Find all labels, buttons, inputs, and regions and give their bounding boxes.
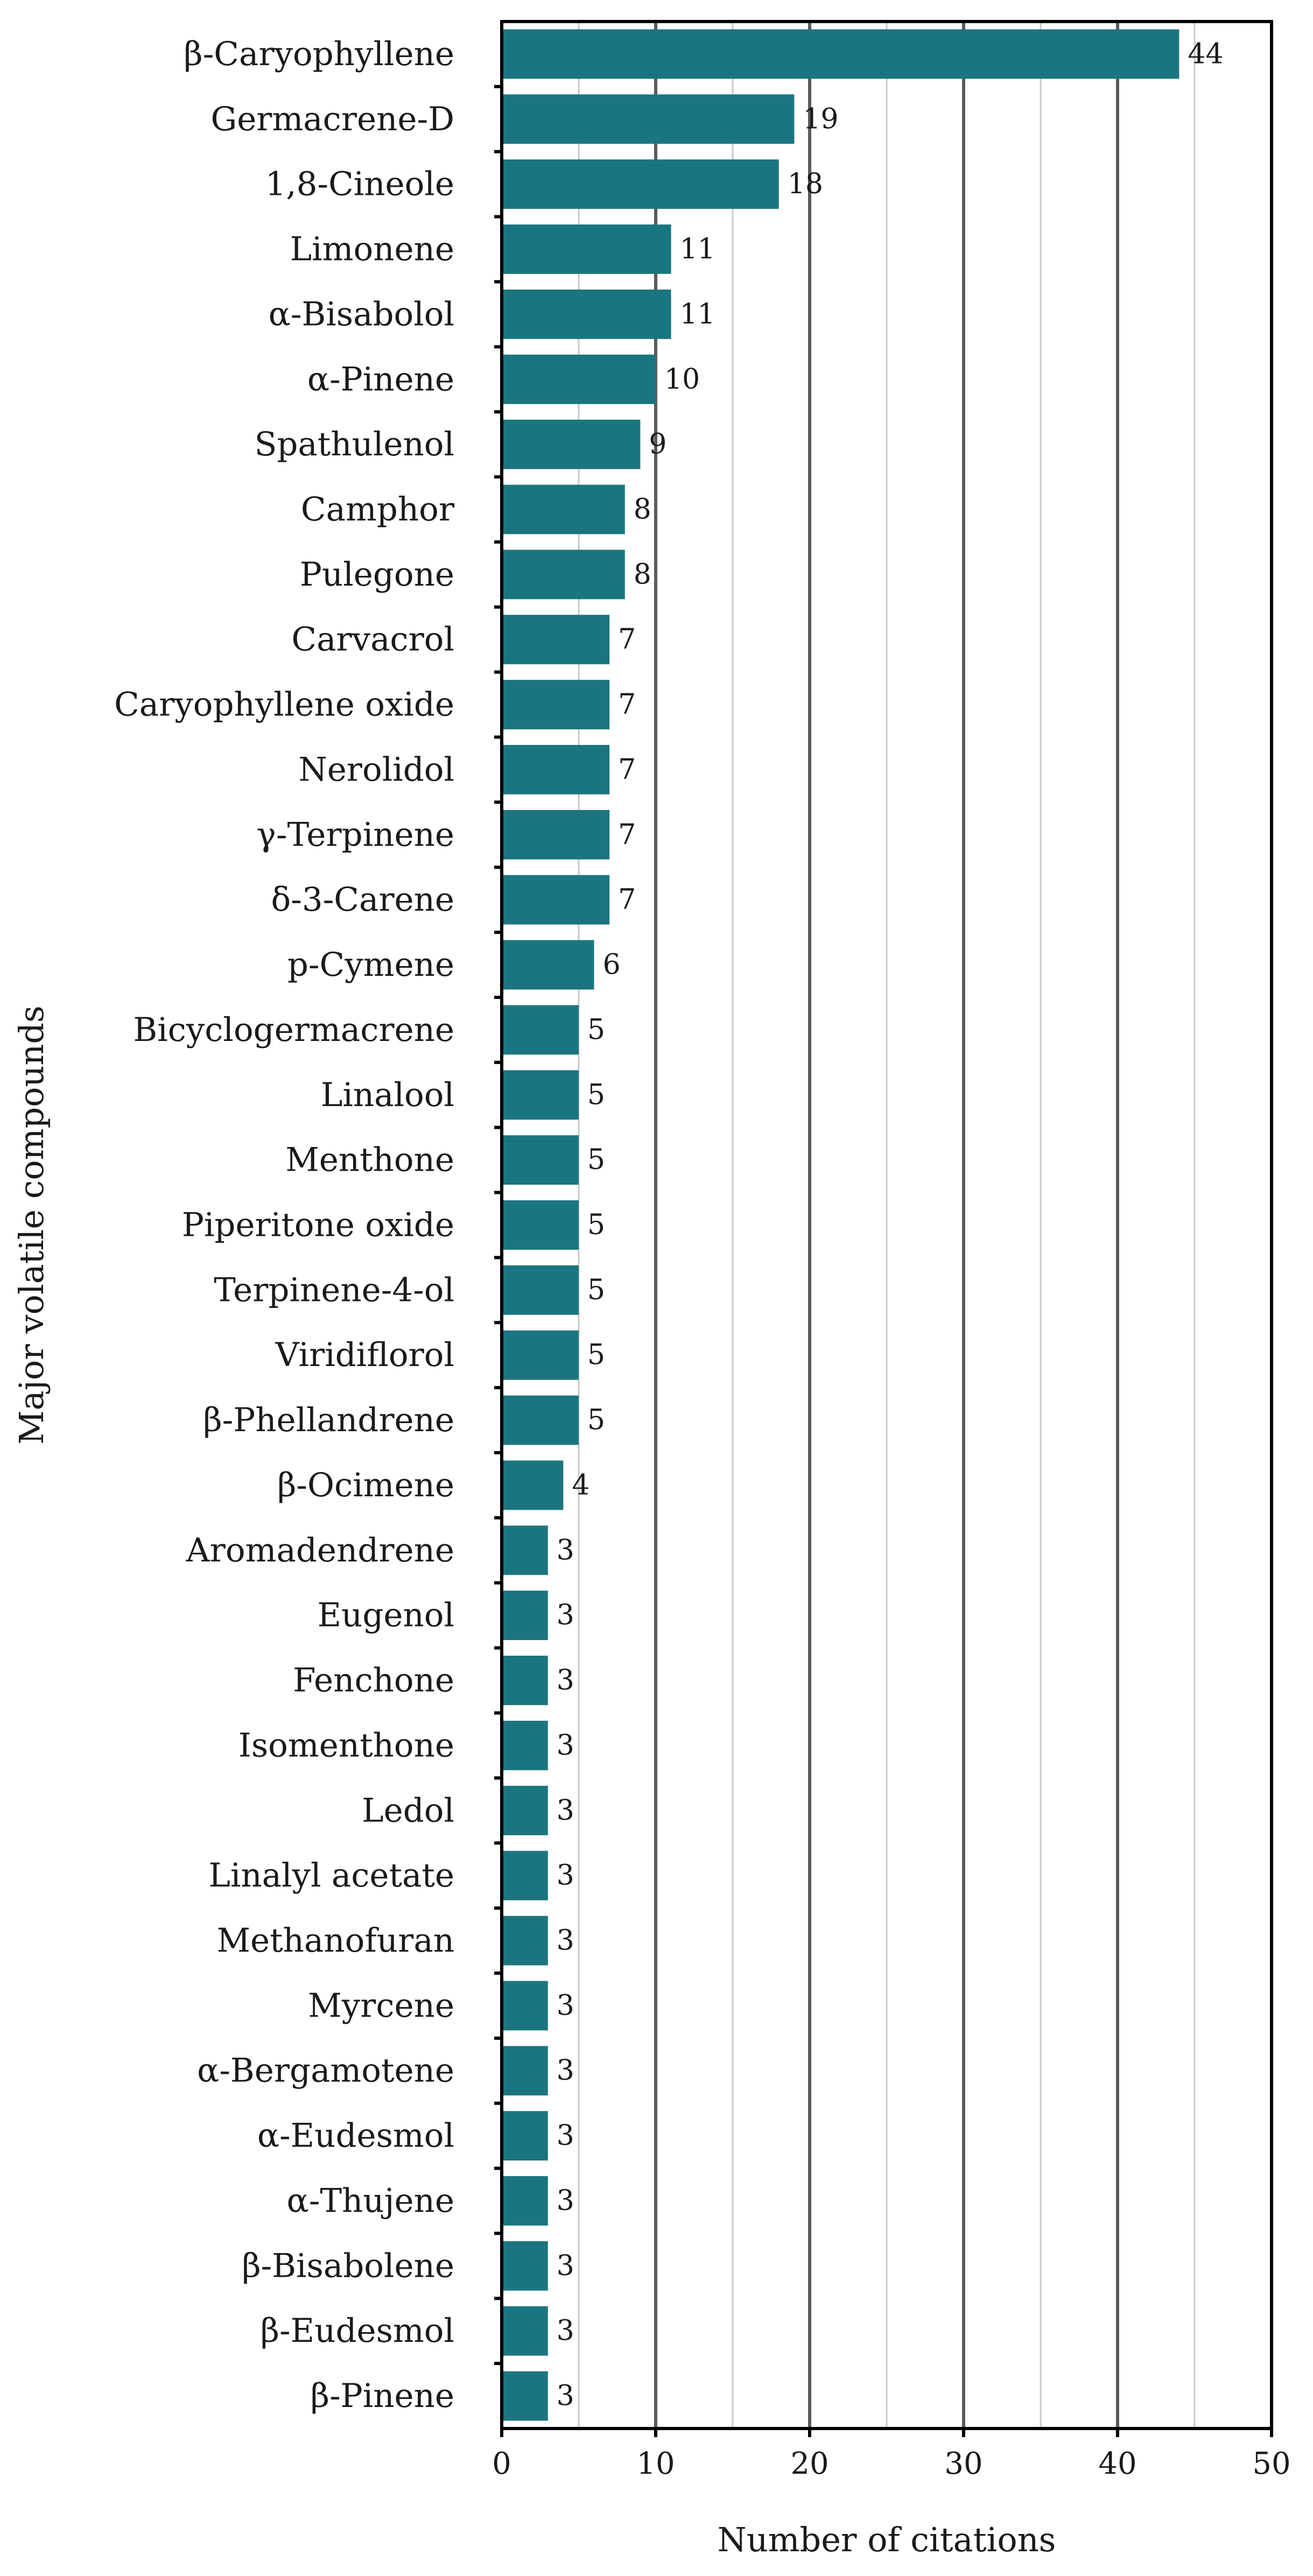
bar <box>502 1590 548 1640</box>
bar <box>502 810 609 860</box>
category-label: 1,8-Cineole <box>265 165 454 203</box>
bar <box>502 1135 579 1185</box>
bar <box>502 940 594 990</box>
category-label: Myrcene <box>308 1986 454 2025</box>
data-label: 18 <box>787 168 823 201</box>
bar <box>502 1786 548 1835</box>
category-label: Carvacrol <box>291 620 454 659</box>
data-label: 5 <box>587 1339 606 1371</box>
bar <box>502 680 609 729</box>
data-label: 3 <box>556 1924 574 1957</box>
category-label: Limonene <box>290 230 454 269</box>
category-label: α-Bisabolol <box>268 295 454 334</box>
data-label: 9 <box>649 428 667 461</box>
bar <box>502 485 625 534</box>
bar <box>502 2176 548 2226</box>
data-label: 44 <box>1188 38 1224 71</box>
category-label: γ-Terpinene <box>256 815 454 854</box>
bar <box>502 1070 579 1120</box>
category-label: Viridiflorol <box>275 1336 454 1375</box>
data-label: 3 <box>556 1989 574 2022</box>
category-label: Fenchone <box>293 1661 454 1700</box>
bar <box>502 1200 579 1250</box>
category-label: Menthone <box>285 1141 454 1179</box>
data-label: 7 <box>618 753 636 786</box>
bar <box>502 224 671 274</box>
bar <box>502 1916 548 1966</box>
bar <box>502 1981 548 2030</box>
bar <box>502 2241 548 2291</box>
category-label: Aromadendrene <box>186 1531 454 1569</box>
bar <box>502 1265 579 1315</box>
x-tick-label: 40 <box>1098 2446 1137 2481</box>
data-label: 5 <box>587 1404 606 1437</box>
category-label: Terpinene-4-ol <box>214 1271 454 1310</box>
category-label: Methanofuran <box>216 1922 454 1960</box>
data-label: 3 <box>556 1534 574 1567</box>
bar <box>502 615 609 664</box>
data-label: 3 <box>556 2314 574 2347</box>
bar <box>502 1721 548 1770</box>
data-label: 7 <box>618 688 636 721</box>
x-tick-label: 50 <box>1252 2446 1291 2481</box>
category-label: Linalyl acetate <box>208 1856 454 1895</box>
category-label: Spathulenol <box>254 425 454 464</box>
bar <box>502 1656 548 1705</box>
x-tick-label: 30 <box>944 2446 983 2481</box>
y-axis-title: Major volatile compounds <box>12 1005 51 1445</box>
category-label: Ledol <box>362 1791 454 1830</box>
category-label: β-Eudesmol <box>260 2312 454 2350</box>
labels <box>114 35 1291 2481</box>
data-label: 8 <box>633 493 651 526</box>
data-label: 8 <box>633 558 651 591</box>
data-label: 5 <box>587 1273 606 1306</box>
data-label: 5 <box>587 1013 606 1046</box>
category-label: α-Thujene <box>286 2181 454 2220</box>
data-label: 3 <box>556 2249 574 2282</box>
data-label: 3 <box>556 1794 574 1827</box>
bar <box>502 1396 579 1445</box>
category-label: α-Eudesmol <box>257 2116 454 2155</box>
x-tick-label: 10 <box>636 2446 675 2481</box>
category-label: Nerolidol <box>298 750 454 789</box>
bar <box>502 875 609 925</box>
category-label: α-Pinene <box>307 360 454 399</box>
data-label: 11 <box>679 233 715 266</box>
bar <box>502 290 671 339</box>
bar <box>502 30 1179 79</box>
x-tick-label: 0 <box>492 2446 511 2481</box>
x-axis-title: Number of citations <box>717 2520 1056 2559</box>
data-label: 3 <box>556 1859 574 1892</box>
bar <box>502 1005 579 1054</box>
category-label: Eugenol <box>317 1596 454 1635</box>
data-label: 3 <box>556 2380 574 2412</box>
category-label: Pulegone <box>299 555 454 594</box>
bar <box>502 745 609 794</box>
category-label: Bicyclogermacrene <box>133 1010 454 1049</box>
bar <box>502 2111 548 2160</box>
data-label: 3 <box>556 1664 574 1697</box>
category-label: Piperitone oxide <box>181 1206 454 1244</box>
category-label: β-Caryophyllene <box>184 34 454 73</box>
category-label: Camphor <box>300 490 454 529</box>
data-label: 7 <box>618 883 636 916</box>
bar <box>502 420 640 469</box>
data-label: 3 <box>556 2120 574 2152</box>
data-label: 3 <box>556 1599 574 1632</box>
category-label: β-Ocimene <box>277 1466 454 1504</box>
data-label: 4 <box>572 1469 590 1502</box>
category-label: Germacrene-D <box>210 100 454 138</box>
data-label: 6 <box>602 948 621 981</box>
data-label: 3 <box>556 2184 574 2217</box>
data-label: 7 <box>618 818 636 851</box>
category-label: p-Cymene <box>287 946 454 984</box>
category-label: β-Pinene <box>310 2377 454 2416</box>
x-tick-label: 20 <box>790 2446 829 2481</box>
data-label: 3 <box>556 2054 574 2087</box>
category-label: δ-3-Carene <box>271 881 454 919</box>
bar <box>502 94 794 144</box>
bar <box>502 159 779 209</box>
data-label: 5 <box>587 1079 606 1111</box>
bar <box>502 1461 563 1510</box>
bar <box>502 2306 548 2356</box>
category-label: β-Bisabolene <box>242 2247 454 2285</box>
data-label: 5 <box>587 1209 606 1241</box>
data-label: 5 <box>587 1144 606 1177</box>
bar <box>502 355 656 404</box>
category-label: β-Phellandrene <box>203 1401 454 1440</box>
category-label: α-Bergamotene <box>197 2051 454 2090</box>
data-label: 11 <box>679 298 715 330</box>
category-label: Caryophyllene oxide <box>114 685 454 724</box>
category-label: Isomenthone <box>238 1726 454 1765</box>
data-label: 19 <box>803 103 839 136</box>
bar <box>502 2046 548 2095</box>
data-label: 3 <box>556 1729 574 1762</box>
data-label: 7 <box>618 623 636 656</box>
bar <box>502 1331 579 1380</box>
bar <box>502 1851 548 1901</box>
bar <box>502 2371 548 2421</box>
bar <box>502 1525 548 1575</box>
bar <box>502 550 625 599</box>
data-label: 10 <box>664 363 700 396</box>
category-label: Linalool <box>320 1075 454 1114</box>
